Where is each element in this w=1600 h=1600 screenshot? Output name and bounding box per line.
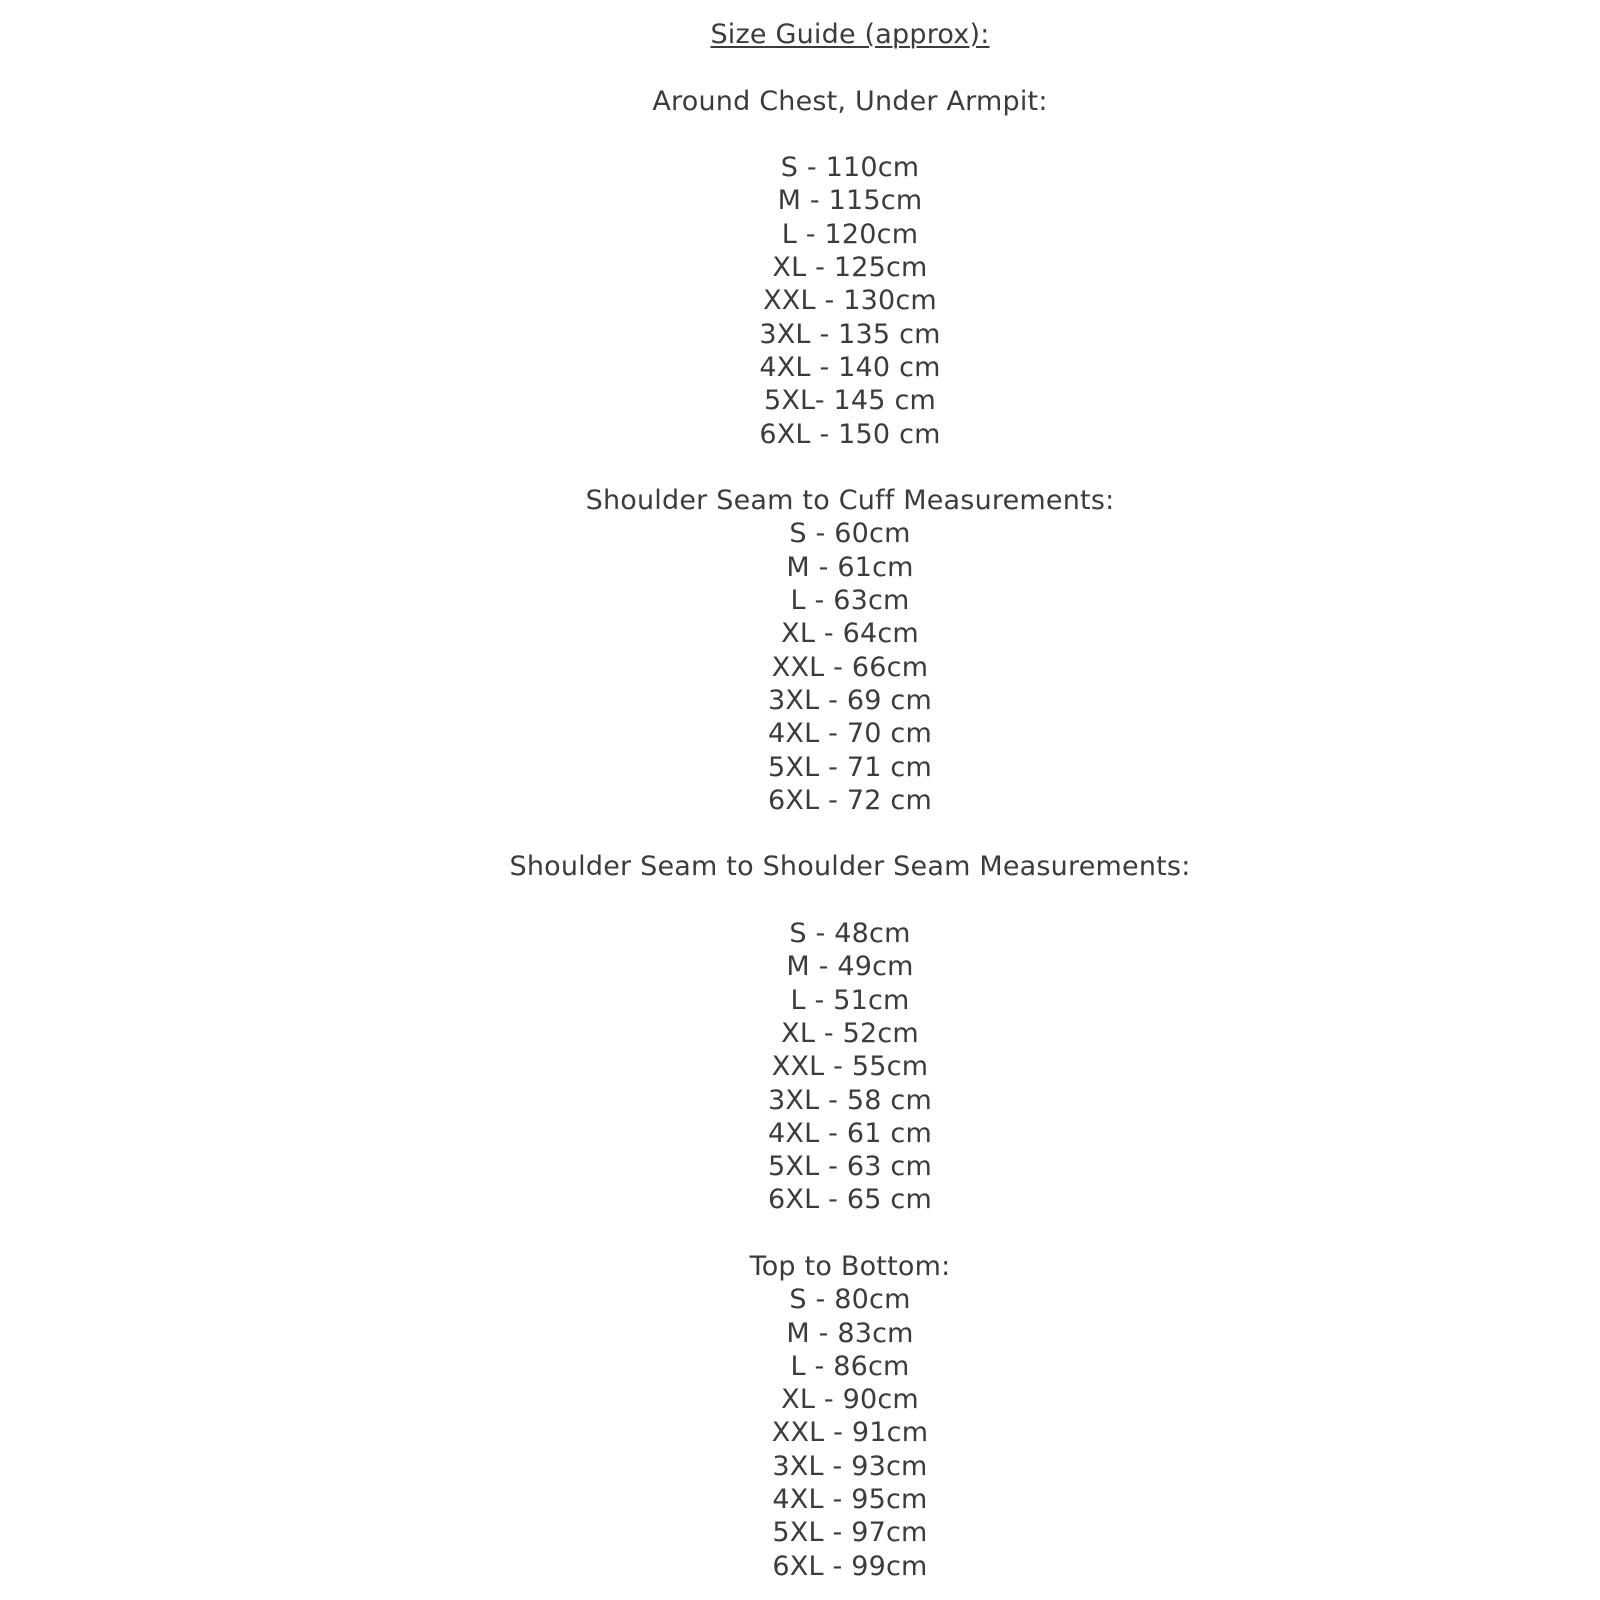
size-item: 5XL - 97cm	[772, 1517, 928, 1549]
size-item: L - 63cm	[790, 585, 910, 617]
size-item: 3XL - 58 cm	[768, 1084, 932, 1116]
size-item: XL - 125cm	[772, 252, 928, 284]
size-item: 4XL - 61 cm	[768, 1117, 932, 1149]
size-item: M - 115cm	[777, 185, 923, 217]
size-item: S - 60cm	[789, 518, 911, 550]
section-heading: Shoulder Seam to Shoulder Seam Measurements:	[509, 851, 1191, 883]
size-item: 5XL- 145 cm	[763, 385, 937, 417]
section-item-list	[100, 151, 1600, 451]
size-item: 6XL - 72 cm	[768, 784, 932, 816]
section-heading: Shoulder Seam to Cuff Measurements:	[585, 485, 1115, 517]
size-item: 6XL - 150 cm	[759, 418, 941, 450]
size-item: M - 49cm	[786, 951, 914, 983]
size-item: XXL - 130cm	[763, 285, 937, 317]
size-item: XXL - 66cm	[771, 651, 929, 683]
size-item: XL - 90cm	[781, 1384, 919, 1416]
size-item: 4XL - 95cm	[772, 1484, 928, 1516]
size-item: M - 83cm	[786, 1317, 914, 1349]
size-item: XXL - 55cm	[771, 1051, 929, 1083]
size-item: 4XL - 140 cm	[759, 351, 941, 383]
size-item: 6XL - 65 cm	[768, 1184, 932, 1216]
size-sections	[100, 85, 1600, 1583]
size-section	[100, 850, 1600, 1216]
size-section	[100, 1250, 1600, 1583]
size-item: M - 61cm	[786, 551, 914, 583]
page-title: Size Guide (approx):	[710, 19, 990, 50]
size-item: S - 110cm	[780, 152, 920, 184]
size-item: 5XL - 71 cm	[768, 751, 932, 783]
size-item: XL - 52cm	[781, 1017, 919, 1049]
size-item: XL - 64cm	[781, 618, 919, 650]
section-heading: Top to Bottom:	[749, 1250, 951, 1282]
section-heading: Around Chest, Under Armpit:	[652, 85, 1048, 117]
size-item: 3XL - 135 cm	[759, 318, 941, 350]
size-section	[100, 85, 1600, 451]
size-item: XXL - 91cm	[771, 1417, 929, 1449]
size-item: 3XL - 93cm	[772, 1450, 928, 1482]
size-item: S - 80cm	[789, 1284, 911, 1316]
size-item: 6XL - 99cm	[772, 1550, 928, 1582]
size-item: L - 120cm	[781, 218, 919, 250]
size-item: 5XL - 63 cm	[768, 1151, 932, 1183]
size-item: 3XL - 69 cm	[768, 684, 932, 716]
section-item-list	[100, 517, 1600, 817]
size-section	[100, 484, 1600, 817]
section-item-list	[100, 917, 1600, 1217]
size-item: 4XL - 70 cm	[768, 718, 932, 750]
size-item: L - 86cm	[790, 1350, 910, 1382]
section-item-list	[100, 1283, 1600, 1583]
size-item: L - 51cm	[790, 984, 910, 1016]
size-item: S - 48cm	[789, 918, 911, 950]
